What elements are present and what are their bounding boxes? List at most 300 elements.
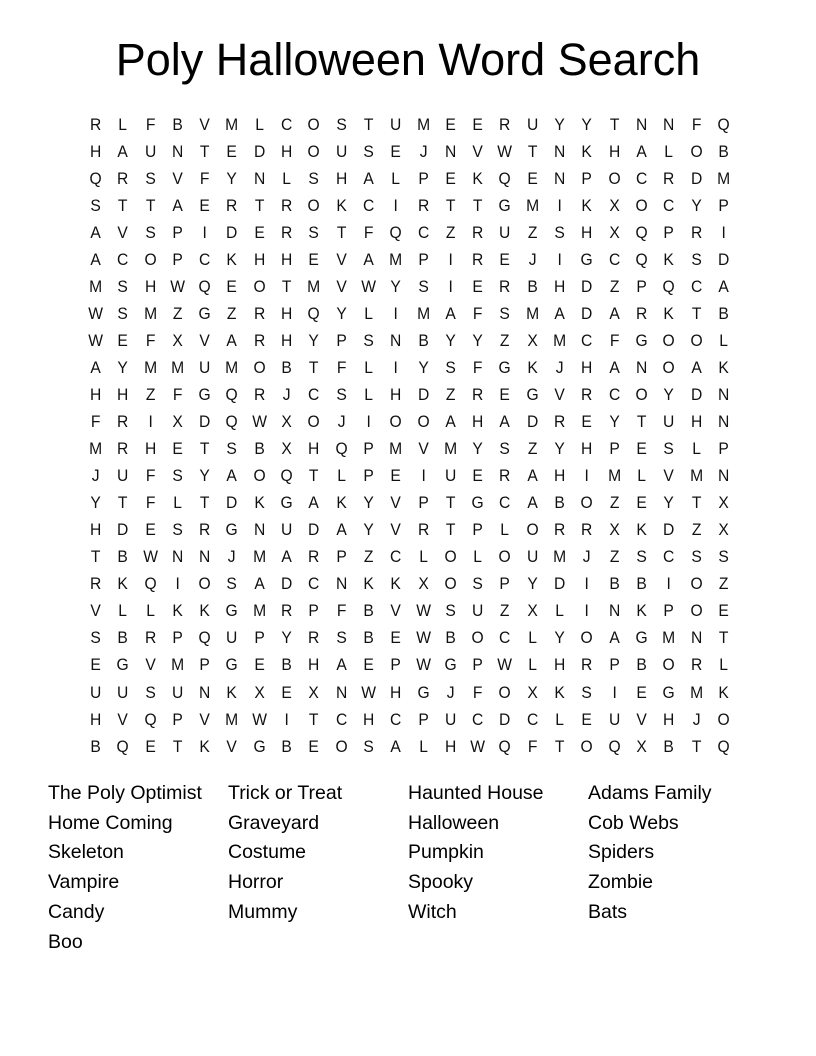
grid-cell: S [117, 303, 129, 323]
grid-cell: L [418, 547, 428, 567]
grid-cell: A [609, 357, 620, 377]
grid-cell: E [145, 736, 156, 756]
grid-cell: F [145, 114, 156, 134]
grid-cell: E [363, 655, 374, 675]
word-list-item: Horror [228, 871, 284, 894]
grid-cell: H [281, 141, 293, 161]
grid-cell: P [390, 655, 402, 675]
grid-cell: Y [554, 114, 565, 134]
grid-cell: J [583, 547, 591, 567]
grid-cell: F [363, 222, 374, 242]
grid-cell: K [117, 574, 129, 594]
grid-cell: B [363, 601, 374, 621]
grid-cell: U [117, 682, 129, 702]
grid-cell: R [581, 655, 593, 675]
grid-cell: H [89, 384, 102, 404]
grid-cell: F [473, 357, 483, 377]
grid-cell: B [254, 439, 265, 459]
grid-cell: C [635, 168, 648, 188]
grid-cell: C [335, 709, 347, 729]
grid-cell: R [554, 412, 566, 432]
grid-cell: T [636, 412, 647, 432]
grid-cell: N [690, 628, 702, 648]
grid-cell: M [689, 466, 703, 486]
grid-cell: S [145, 222, 156, 242]
grid-cell: H [390, 682, 402, 702]
grid-cell: I [584, 466, 590, 486]
grid-cell: E [472, 276, 484, 296]
grid-cell: A [609, 303, 620, 323]
grid-cell: A [226, 466, 238, 486]
grid-cell: O [662, 330, 675, 350]
grid-cell: V [172, 168, 183, 188]
grid-cell: M [307, 276, 321, 296]
grid-cell: O [662, 357, 675, 377]
grid-cell: I [612, 682, 617, 702]
grid-cell: U [526, 547, 539, 567]
grid-cell: V [199, 114, 211, 134]
grid-cell: S [636, 547, 647, 567]
grid-cell: M [443, 439, 458, 459]
grid-cell: P [609, 439, 620, 459]
grid-cell: K [527, 357, 538, 377]
grid-cell: K [254, 493, 265, 513]
grid-cell: E [199, 195, 211, 215]
grid-cell: C [690, 276, 702, 296]
grid-cell: E [636, 682, 647, 702]
grid-cell: R [472, 384, 484, 404]
grid-cell: Q [635, 222, 648, 242]
grid-cell: Y [363, 520, 374, 540]
grid-cell: N [554, 141, 566, 161]
grid-cell: A [499, 412, 511, 432]
grid-cell: P [417, 249, 429, 269]
grid-cell: X [718, 520, 729, 540]
grid-cell: M [416, 114, 430, 134]
grid-cell: R [472, 222, 484, 242]
grid-cell: P [636, 276, 647, 296]
grid-cell: T [309, 357, 319, 377]
word-list-column [408, 779, 588, 957]
grid-cell: T [691, 736, 701, 756]
grid-cell: B [117, 547, 129, 567]
grid-cell: A [554, 303, 565, 323]
grid-cell: P [609, 655, 620, 675]
word-list-column [228, 779, 408, 957]
grid-cell: O [580, 628, 594, 648]
grid-cell: W [415, 628, 431, 648]
grid-cell: V [145, 655, 156, 675]
word-list-item: Pumpkin [408, 841, 484, 864]
grid-cell: N [663, 114, 675, 134]
grid-cell: E [145, 520, 156, 540]
grid-cell: P [199, 655, 211, 675]
grid-cell: Z [609, 276, 620, 296]
grid-cell: U [281, 520, 293, 540]
grid-cell: P [472, 520, 484, 540]
grid-cell: D [554, 574, 566, 594]
grid-cell: S [663, 439, 675, 459]
grid-cell: A [281, 547, 292, 567]
grid-cell: O [307, 141, 321, 161]
grid-cell: C [417, 222, 429, 242]
grid-cell: O [690, 330, 703, 350]
grid-cell: I [366, 412, 371, 432]
grid-cell: P [663, 222, 675, 242]
grid-cell: R [581, 384, 593, 404]
grid-cell: I [721, 222, 726, 242]
grid-cell: R [253, 330, 266, 350]
grid-cell: H [362, 709, 375, 729]
grid-cell: X [609, 195, 620, 215]
grid-cell: A [90, 357, 101, 377]
grid-cell: J [555, 357, 564, 377]
grid-cell: B [718, 303, 729, 323]
grid-cell: B [363, 628, 374, 648]
word-list-column [588, 779, 768, 957]
grid-cell: S [145, 168, 156, 188]
grid-cell: N [717, 412, 730, 432]
grid-cell: S [445, 357, 456, 377]
grid-cell: P [172, 222, 183, 242]
grid-cell: D [581, 276, 593, 296]
grid-cell: U [117, 466, 129, 486]
grid-cell: H [89, 141, 102, 161]
grid-cell: B [718, 141, 729, 161]
grid-cell: A [445, 303, 456, 323]
word-list-item: Candy [48, 900, 105, 923]
grid-cell: O [444, 547, 457, 567]
word-list-item: Bats [588, 900, 628, 923]
grid-cell: U [89, 682, 102, 702]
grid-cell: E [445, 168, 456, 188]
grid-cell: H [390, 384, 402, 404]
grid-cell: N [608, 601, 620, 621]
grid-cell: Q [307, 303, 321, 323]
grid-cell: A [609, 628, 620, 648]
grid-cell: L [555, 601, 565, 621]
grid-cell: K [336, 195, 347, 215]
grid-cell: T [527, 141, 538, 161]
grid-cell: O [444, 574, 457, 594]
grid-cell: C [499, 493, 511, 513]
grid-cell: I [666, 574, 672, 594]
grid-cell: Y [117, 357, 129, 377]
grid-cell: T [473, 195, 483, 215]
grid-cell: T [200, 439, 210, 459]
grid-cell: T [145, 195, 156, 215]
grid-cell: B [609, 574, 620, 594]
grid-cell: F [336, 601, 347, 621]
grid-cell: R [690, 655, 702, 675]
grid-cell: H [581, 222, 593, 242]
grid-cell: P [336, 547, 347, 567]
grid-cell: H [144, 439, 156, 459]
grid-cell: K [363, 574, 374, 594]
grid-cell: N [390, 330, 402, 350]
grid-cell: M [143, 357, 157, 377]
grid-cell: T [336, 222, 347, 242]
grid-cell: W [361, 682, 376, 702]
grid-cell: K [226, 249, 238, 269]
grid-cell: Y [390, 276, 402, 296]
grid-cell: C [608, 384, 620, 404]
grid-cell: B [90, 736, 101, 756]
grid-cell: O [690, 574, 703, 594]
grid-cell: V [336, 276, 347, 296]
grid-cell: N [335, 682, 347, 702]
grid-cell: F [473, 682, 483, 702]
grid-cell: R [499, 276, 511, 296]
grid-cell: I [557, 195, 562, 215]
grid-cell: X [527, 601, 538, 621]
grid-cell: R [117, 412, 129, 432]
grid-cell: O [690, 601, 703, 621]
grid-cell: P [663, 601, 675, 621]
grid-cell: Q [499, 168, 512, 188]
grid-cell: H [690, 412, 702, 432]
grid-cell: R [253, 384, 266, 404]
grid-cell: M [716, 168, 730, 188]
grid-cell: G [662, 682, 675, 702]
grid-cell: W [470, 736, 486, 756]
grid-cell: M [525, 195, 539, 215]
grid-cell: C [117, 249, 129, 269]
grid-cell: L [719, 330, 728, 350]
grid-cell: T [445, 520, 456, 540]
grid-cell: C [472, 709, 484, 729]
word-list-item: Trick or Treat [228, 782, 343, 804]
grid-cell: X [527, 330, 538, 350]
grid-cell: P [336, 330, 347, 350]
grid-cell: W [497, 141, 513, 161]
grid-cell: Q [226, 412, 239, 432]
grid-cell: O [144, 249, 157, 269]
grid-cell: D [663, 520, 675, 540]
word-list-item: Home Coming [48, 811, 173, 834]
word-list-item: Skeleton [48, 841, 124, 864]
grid-cell: S [690, 547, 702, 567]
grid-cell: B [527, 276, 538, 296]
grid-cell: B [636, 655, 647, 675]
grid-cell: W [252, 412, 267, 432]
grid-cell: Z [527, 222, 538, 242]
grid-cell: T [118, 195, 128, 215]
grid-cell: L [528, 628, 537, 648]
grid-cell: U [499, 222, 511, 242]
grid-cell: A [363, 249, 374, 269]
grid-cell: W [415, 601, 431, 621]
grid-cell: F [609, 330, 620, 350]
grid-cell: A [254, 574, 265, 594]
grid-cell: Y [226, 168, 238, 188]
grid-cell: Y [417, 357, 429, 377]
word-list-item: Halloween [408, 811, 500, 834]
grid-cell: Q [662, 276, 675, 296]
grid-cell: F [336, 357, 347, 377]
grid-cell: E [581, 412, 593, 432]
grid-cell: R [417, 195, 429, 215]
grid-cell: D [117, 520, 129, 540]
grid-cell: K [718, 682, 729, 702]
grid-cell: M [607, 466, 621, 486]
word-list-item: The Poly Optimist [48, 782, 202, 804]
grid-cell: L [391, 168, 401, 188]
grid-cell: B [281, 357, 292, 377]
grid-cell: C [663, 547, 675, 567]
grid-cell: D [526, 412, 539, 432]
grid-cell: L [418, 736, 428, 756]
grid-cell: S [336, 384, 347, 404]
grid-cell: A [90, 222, 101, 242]
grid-cell: S [90, 195, 101, 215]
grid-cell: S [363, 141, 374, 161]
grid-cell: P [172, 709, 183, 729]
grid-cell: O [580, 493, 594, 513]
word-list-item: Boo [48, 930, 83, 953]
grid-cell: Q [280, 466, 293, 486]
grid-cell: O [307, 412, 321, 432]
grid-cell: J [528, 249, 537, 269]
grid-cell: L [473, 547, 483, 567]
grid-cell: I [393, 357, 399, 377]
grid-cell: X [609, 520, 620, 540]
grid-cell: A [336, 655, 347, 675]
grid-cell: I [584, 601, 590, 621]
grid-cell: E [472, 466, 484, 486]
grid-cell: S [90, 628, 101, 648]
grid-cell: L [719, 655, 728, 675]
grid-cell: Z [609, 547, 620, 567]
grid-cell: T [172, 736, 183, 756]
grid-cell: I [584, 574, 590, 594]
grid-cell: A [117, 141, 129, 161]
grid-cell: A [172, 195, 183, 215]
grid-cell: B [663, 736, 675, 756]
grid-cell: H [89, 520, 102, 540]
grid-cell: U [144, 141, 156, 161]
grid-cell: E [390, 141, 402, 161]
grid-cell: W [252, 709, 267, 729]
grid-cell: W [497, 655, 513, 675]
grid-cell: Y [281, 628, 292, 648]
grid-cell: C [390, 547, 402, 567]
grid-cell: N [335, 574, 347, 594]
grid-cell: E [308, 249, 320, 269]
grid-cell: T [445, 493, 456, 513]
grid-cell: B [281, 655, 292, 675]
grid-cell: L [145, 601, 155, 621]
grid-cell: R [117, 168, 129, 188]
grid-cell: O [662, 655, 675, 675]
grid-cell: Q [198, 276, 211, 296]
grid-cell: L [691, 439, 701, 459]
grid-cell: Q [717, 736, 730, 756]
grid-cell: G [116, 655, 130, 675]
grid-cell: O [717, 709, 730, 729]
grid-cell: B [117, 628, 129, 648]
grid-cell: L [364, 357, 373, 377]
grid-cell: G [444, 655, 457, 675]
grid-cell: L [637, 466, 646, 486]
grid-cell: N [171, 547, 184, 567]
grid-cell: S [445, 601, 456, 621]
grid-cell: D [226, 222, 238, 242]
grid-cell: I [448, 276, 453, 296]
grid-cell: M [553, 547, 567, 567]
grid-cell: S [226, 574, 238, 594]
grid-cell: E [499, 384, 511, 404]
grid-cell: W [170, 276, 185, 296]
grid-cell: J [446, 682, 455, 702]
grid-cell: L [336, 466, 346, 486]
grid-cell: O [635, 195, 648, 215]
grid-cell: Y [581, 114, 593, 134]
grid-cell: H [281, 249, 293, 269]
grid-cell: U [608, 709, 620, 729]
grid-cell: D [199, 412, 211, 432]
grid-cell: G [198, 303, 211, 323]
grid-cell: V [390, 520, 402, 540]
grid-cell: V [199, 709, 211, 729]
grid-cell: X [417, 574, 429, 594]
grid-cell: Y [663, 493, 675, 513]
grid-cell: Q [89, 168, 102, 188]
grid-cell: V [336, 249, 347, 269]
grid-cell: O [253, 466, 266, 486]
grid-cell: O [253, 276, 266, 296]
grid-cell: G [499, 195, 512, 215]
grid-cell: K [636, 520, 647, 540]
grid-cell: E [117, 330, 129, 350]
grid-cell: O [307, 195, 321, 215]
grid-cell: F [200, 168, 210, 188]
grid-cell: Z [445, 222, 456, 242]
grid-cell: E [281, 682, 292, 702]
grid-cell: D [281, 574, 293, 594]
grid-cell: T [200, 141, 210, 161]
grid-cell: S [336, 628, 347, 648]
grid-cell: A [308, 493, 320, 513]
grid-cell: R [690, 222, 702, 242]
grid-cell: R [417, 520, 429, 540]
grid-cell: K [581, 195, 593, 215]
grid-cell: E [90, 655, 101, 675]
grid-cell: N [444, 141, 457, 161]
grid-cell: J [419, 141, 428, 161]
grid-cell: J [228, 547, 237, 567]
grid-cell: Q [116, 736, 130, 756]
grid-cell: I [393, 303, 399, 323]
grid-cell: D [308, 520, 320, 540]
grid-cell: H [281, 303, 293, 323]
grid-cell: X [172, 330, 183, 350]
grid-cell: P [581, 168, 593, 188]
grid-cell: K [199, 736, 211, 756]
word-list-item: Haunted House [408, 782, 544, 804]
grid-cell: F [691, 114, 701, 134]
grid-cell: T [254, 195, 265, 215]
grid-cell: V [90, 601, 101, 621]
grid-cell: U [444, 709, 457, 729]
grid-cell: V [226, 736, 238, 756]
word-list-item: Graveyard [228, 811, 320, 834]
grid-cell: R [581, 520, 593, 540]
grid-cell: N [554, 168, 566, 188]
grid-cell: H [554, 655, 566, 675]
grid-cell: Y [308, 330, 320, 350]
grid-cell: K [663, 303, 675, 323]
